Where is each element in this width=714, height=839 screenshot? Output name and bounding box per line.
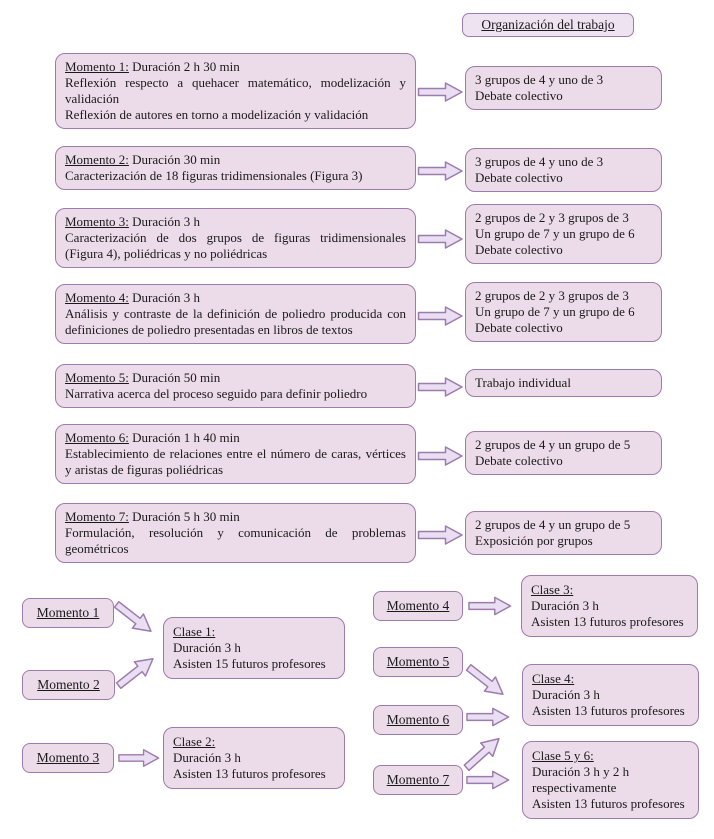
org-6-box — [465, 431, 662, 475]
org-line: 3 grupos de 4 y uno de 3 — [475, 154, 604, 169]
momento-7-desc-line: Formulación, resolución y comunicación de problemas geométricos — [65, 525, 406, 556]
clase-2-box — [163, 727, 345, 789]
clase-line: Asisten 15 futuros profesores — [173, 656, 326, 671]
momento-2-box — [55, 146, 416, 190]
org-1-box — [465, 66, 662, 110]
momento-2-duration: Duración 30 min — [128, 152, 221, 167]
org-line: 2 grupos de 4 y un grupo de 5 — [475, 517, 631, 532]
clase-line: Asisten 13 futuros profesores — [173, 766, 326, 781]
momento-6-box — [55, 424, 416, 484]
momento-2-desc-line: Caracterización de 18 figuras tridimensionales (Figura 3) — [65, 168, 363, 183]
momento-6-tag — [373, 705, 463, 735]
clase-line: Asisten 13 futuros profesores — [531, 614, 684, 629]
momento-5-tag-label: Momento 5 — [386, 654, 450, 669]
org-7-box — [465, 511, 662, 555]
org-line: Debate colectivo — [475, 170, 563, 185]
org-line: 2 grupos de 2 y 3 grupos de 3 — [475, 210, 629, 225]
momento-1-tag-label: Momento 1 — [36, 605, 100, 620]
momento-2-tag — [22, 670, 115, 700]
org-line: 2 grupos de 4 y un grupo de 5 — [475, 437, 631, 452]
momento-1-duration: Duración 2 h 30 min — [128, 59, 240, 74]
momento-7-heading — [65, 509, 406, 525]
momento-1-heading — [65, 59, 406, 75]
momento-7-label: Momento 7: — [65, 509, 129, 524]
clase-line: Duración 3 h — [173, 640, 241, 655]
momento-6-desc-line: Establecimiento de relaciones entre el número de caras, vértices y aristas de figuras poliédricas — [65, 446, 406, 477]
clase-5-6-label: Clase 5 y 6: — [532, 748, 594, 763]
clase-line: Duración 3 h — [173, 750, 241, 765]
clase-line: Asisten 13 futuros profesores — [532, 703, 685, 718]
momento-7-duration: Duración 5 h 30 min — [128, 509, 240, 524]
right-arrow-icon — [417, 305, 464, 327]
clase-3-label: Clase 3: — [531, 582, 574, 597]
momento-5-duration: Duración 50 min — [128, 370, 221, 385]
momento-2-label: Momento 2: — [65, 152, 129, 167]
momento-3-tag-label: Momento 3 — [36, 750, 100, 765]
right-arrow-icon — [118, 747, 160, 769]
clase-2-label: Clase 2: — [173, 734, 216, 749]
momento-3-tag — [22, 743, 114, 773]
momento-4-box — [55, 284, 416, 344]
org-4-box — [465, 282, 662, 342]
clase-line: Duración 3 h — [531, 598, 599, 613]
momento-2-heading — [65, 152, 406, 168]
clase-4-box — [522, 664, 699, 726]
clase-5-6-box — [522, 741, 699, 819]
org-line: 2 grupos de 2 y 3 grupos de 3 — [475, 288, 629, 303]
momento-4-label: Momento 4: — [65, 290, 129, 305]
org-line: Un grupo de 7 y un grupo de 6 — [475, 226, 635, 241]
right-arrow-icon — [417, 228, 464, 250]
momento-4-duration: Duración 3 h — [128, 290, 201, 305]
org-line: Debate colectivo — [475, 453, 563, 468]
momento-6-heading — [65, 430, 406, 446]
org-3-box — [465, 204, 662, 264]
momento-3-desc-line: Caracterización de dos grupos de figuras tridimensionales (Figura 4), poliédricas y no poliédricas — [65, 230, 406, 261]
clase-line: respectivamente — [532, 780, 617, 795]
momento-7-box — [55, 503, 416, 563]
momento-5-label: Momento 5: — [65, 370, 129, 385]
momento-6-label: Momento 6: — [65, 430, 129, 445]
momento-2-tag-label: Momento 2 — [37, 677, 100, 692]
clase-4-label: Clase 4: — [532, 671, 575, 686]
diagonal-down-arrow-icon — [108, 595, 159, 642]
org-line: Exposición por grupos — [475, 533, 593, 548]
right-arrow-icon — [417, 160, 464, 182]
diagonal-down-arrow-icon — [460, 658, 511, 705]
org-line: Un grupo de 7 y un grupo de 6 — [475, 304, 635, 319]
clase-line: Duración 3 h — [532, 687, 600, 702]
momento-4-desc-line: Análisis y contraste de la definición de poliedro producida con definiciones de poliedro presentadas en libros de textos — [65, 306, 406, 337]
right-arrow-icon — [417, 524, 464, 546]
momento-1-desc-line: Reflexión de autores en torno a modelización y validación — [65, 107, 369, 122]
momento-5-heading — [65, 370, 406, 386]
right-arrow-icon — [466, 769, 510, 791]
clase-1-label: Clase 1: — [173, 624, 216, 639]
diagram-title: Organización del trabajo — [481, 17, 615, 32]
org-2-box — [465, 148, 662, 192]
momento-1-desc-line: Reflexión respecto a quehacer matemático, modelización y validación — [65, 75, 406, 106]
right-arrow-icon — [417, 376, 464, 398]
momento-6-duration: Duración 1 h 40 min — [128, 430, 240, 445]
org-line: Debate colectivo — [475, 320, 563, 335]
momento-1-label: Momento 1: — [65, 59, 129, 74]
diagonal-up-arrow-icon — [110, 649, 161, 696]
momento-7-tag — [373, 765, 463, 795]
momento-3-label: Momento 3: — [65, 214, 129, 229]
momento-4-tag — [373, 591, 463, 621]
momento-1-box — [55, 53, 416, 129]
org-5-box — [465, 369, 662, 397]
clase-1-box — [163, 617, 345, 679]
momento-3-duration: Duración 3 h — [128, 214, 201, 229]
org-line: Debate colectivo — [475, 242, 563, 257]
momento-6-tag-label: Momento 6 — [386, 712, 450, 727]
right-arrow-icon — [468, 595, 512, 617]
right-arrow-icon — [417, 445, 464, 467]
right-arrow-icon — [466, 706, 510, 728]
momento-5-box — [55, 364, 416, 408]
diagram-title-box — [462, 13, 634, 37]
clase-line: Duración 3 h y 2 h — [532, 764, 630, 779]
momento-3-box — [55, 208, 416, 268]
momento-5-tag — [373, 647, 463, 677]
momento-4-tag-label: Momento 4 — [386, 598, 450, 613]
momento-3-heading — [65, 214, 406, 230]
org-line: 3 grupos de 4 y uno de 3 — [475, 72, 604, 87]
momento-1-tag — [22, 598, 114, 628]
momento-5-desc-line: Narrativa acerca del proceso seguido para definir poliedro — [65, 386, 368, 401]
clase-line: Asisten 13 futuros profesores — [532, 796, 685, 811]
momento-4-heading — [65, 290, 406, 306]
org-line: Trabajo individual — [475, 375, 571, 390]
momento-7-tag-label: Momento 7 — [386, 772, 450, 787]
right-arrow-icon — [417, 81, 464, 103]
org-line: Debate colectivo — [475, 88, 563, 103]
clase-3-box — [521, 575, 698, 637]
